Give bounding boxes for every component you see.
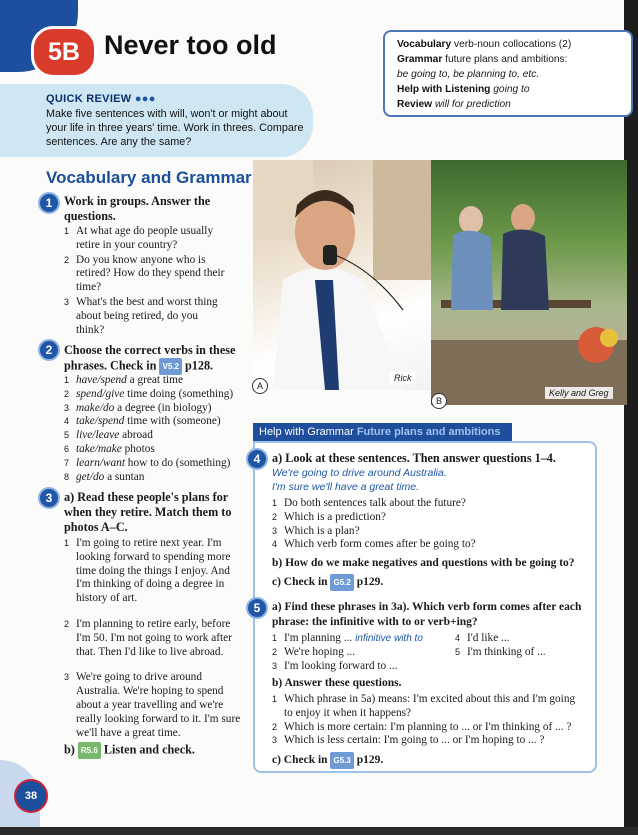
- ex5-phrase-2: We're hoping ...: [284, 645, 356, 658]
- grammar-text: future plans and ambitions:: [445, 54, 568, 65]
- ex4-prompt-a: a) Look at these sentences. Then answer questions 1–4.: [272, 451, 556, 465]
- couple-on-bench-illustration: [431, 160, 627, 405]
- list-item: [272, 646, 452, 660]
- list-item: 1 Which phrase in 5a) means: I'm excited about this and I'm going to enjoy it when it happens?: [272, 693, 588, 721]
- ex5-phrases-right: [455, 632, 585, 660]
- exercise-number-3: 3: [38, 487, 60, 509]
- ex5-phrase-5-num: 5: [455, 646, 461, 657]
- ex5-item-2: Which is more certain: I'm planning to ... or I'm thinking of ... ?: [284, 720, 572, 733]
- exercise-number-5: 5: [246, 597, 268, 619]
- ex5-phrase-3-num: 3: [272, 660, 278, 671]
- ex4-prompt-b: b) How do we make negatives and questions with be going to?: [272, 557, 575, 569]
- list-item: 3 Which is a plan?: [272, 524, 360, 537]
- ex5-phrases-left: [272, 632, 452, 673]
- ex1-item-2: Do you know anyone who is retired? How do they spend their time?: [76, 253, 225, 294]
- ex3-item-3: We're going to drive around Australia. We're hoping to spend about a year travelling and we're really looking forward to it. I'm sure we'll have a great time.: [76, 671, 241, 739]
- help-listening-label: Help with Listening: [397, 84, 491, 95]
- hwg-label: Help with Grammar: [259, 426, 354, 438]
- ex1-item-3: What's the best and worst thing about being retired, do you think?: [76, 295, 218, 336]
- ex5-phrase-1-num: 1: [272, 633, 278, 643]
- ex5-phrase-4: I'd like ...: [467, 632, 510, 644]
- ex2-page-ref: p128.: [185, 358, 214, 373]
- photo-b-caption: Kelly and Greg: [545, 387, 613, 399]
- list-item: 3 make/do a degree (in biology): [64, 401, 212, 414]
- lesson-overview-box: [383, 30, 633, 117]
- ex5-phrase-4-num: 4: [455, 633, 461, 643]
- unit-badge: 5B: [31, 26, 97, 78]
- photo-b-letter: B: [431, 393, 447, 409]
- ex5-phrase-1: I'm planning ...: [284, 632, 353, 644]
- ex2-item-6-verbs: take/make: [76, 442, 122, 455]
- page-number: 38: [14, 779, 48, 813]
- list-item: 2 spend/give time doing (something): [64, 387, 234, 400]
- list-item: 3 Which is less certain: I'm going to ... or I'm hoping to ... ?: [272, 734, 588, 748]
- vocab-text: verb-noun collocations (2): [454, 39, 572, 50]
- list-item: 6 take/make photos: [64, 442, 155, 455]
- list-item: 7 learn/want how to do (something): [64, 456, 231, 469]
- ex3-audio-ref-tag: R5.6: [78, 742, 101, 759]
- ex3-b-label: b): [64, 742, 75, 757]
- ex2-item-4-rest: time with (someone): [124, 415, 221, 428]
- ex4-c-label: c) Check in: [272, 576, 328, 589]
- ex1-prompt: Work in groups. Answer the questions.: [64, 194, 211, 223]
- ex1-list: [64, 225, 244, 337]
- list-item: 3 We're going to drive around Australia. We're hoping to spend about a year travelling and we're really looking forward to it. I'm sure we'll have a great time.: [64, 671, 241, 739]
- ex4-item-2: Which is a prediction?: [284, 510, 386, 523]
- ex2-prompt-text: Choose the correct verbs in these phrases. Check in: [64, 343, 236, 373]
- exercise-number-1: 1: [38, 192, 60, 214]
- list-item: [272, 632, 452, 646]
- ex5-phrase-2-num: 2: [272, 646, 278, 657]
- list-item: [455, 632, 585, 646]
- list-item: 5 live/leave abroad: [64, 429, 153, 442]
- ex5-list: [272, 693, 588, 748]
- ex2-item-7-rest: how to do (something): [124, 456, 231, 469]
- ex4-prompt-c: [272, 574, 383, 591]
- list-item: 4 take/spend time with (someone): [64, 415, 221, 428]
- photo-b: [431, 160, 627, 405]
- quick-review-text: Make five sentences with will, won't or might about your life in three years' time. Work in threes. Compare sentences. Are any the same?: [46, 108, 304, 148]
- ex2-item-2-verbs: spend/give: [76, 387, 125, 400]
- quick-review-heading: QUICK REVIEW: [46, 93, 132, 105]
- exercise-number-2: 2: [38, 339, 60, 361]
- list-item: 4 Which verb form comes after be going to?: [272, 538, 476, 551]
- help-with-grammar-header: [253, 423, 512, 441]
- ex5-prompt-a: a) Find these phrases in 3a). Which verb form comes after each phrase: the infinitive with to or verb+ing?: [272, 601, 582, 628]
- ex5-prompt-b: b) Answer these questions.: [272, 677, 402, 689]
- list-item: 1 I'm going to retire next year. I'm looking forward to spending more time doing the things I enjoy. And I'm thinking of doing a degree in history of art.: [64, 537, 246, 606]
- help-listening-text: going to: [493, 84, 530, 95]
- list-item: 2 Which is more certain: I'm planning to ... or I'm thinking of ... ?: [272, 721, 588, 735]
- ex2-item-8-verbs: get/do: [76, 470, 105, 483]
- ex4-example-2: I'm sure we'll have a great time.: [272, 481, 419, 493]
- ex2-item-3-verbs: make/do: [76, 401, 115, 414]
- ex2-list: [64, 374, 254, 484]
- quick-review-title: [46, 93, 156, 105]
- ex2-item-4-verbs: take/spend: [76, 415, 125, 428]
- exercise-number-4: 4: [246, 448, 268, 470]
- scan-edge-right: [624, 0, 638, 835]
- ex5-phrase-3: I'm looking forward to ...: [284, 659, 398, 672]
- review-label: Review: [397, 99, 433, 110]
- page-title: Never too old: [104, 30, 277, 60]
- grammar-forms: be going to, be planning to, etc.: [397, 69, 540, 80]
- list-item: 1 have/spend a great time: [64, 374, 183, 386]
- scan-edge-bottom: [0, 827, 638, 835]
- quick-review-dots: ●●●: [134, 93, 156, 105]
- ex4-ref-tag: G5.2: [330, 574, 353, 591]
- ex3-list: [64, 537, 246, 740]
- ex4-item-3: Which is a plan?: [284, 524, 360, 537]
- ex5-c-label: c) Check in: [272, 754, 328, 767]
- vocab-label: Vocabulary: [397, 39, 452, 50]
- photo-a-caption: Rick: [390, 372, 416, 384]
- ex2-item-5-rest: abroad: [119, 429, 153, 442]
- ex3-item-1: I'm going to retire next year. I'm looking forward to spending more time doing the things I enjoy. And I'm thinking of doing a degree in history of art.: [76, 537, 231, 605]
- list-item: [272, 660, 452, 674]
- ex5-item-1: Which phrase in 5a) means: I'm excited about this and I'm going to enjoy it when it happens?: [284, 693, 576, 719]
- ex2-item-2-rest: time doing (something): [124, 387, 234, 400]
- ex2-item-1-verbs: have/spend: [76, 374, 127, 386]
- ex4-example-1: We're going to drive around Australia.: [272, 467, 447, 479]
- man-on-phone-illustration: [253, 160, 431, 390]
- ex4-item-4: Which verb form comes after be going to?: [284, 538, 476, 551]
- ex4-c-page: p129.: [356, 576, 384, 589]
- ex2-item-5-verbs: live/leave: [76, 429, 120, 442]
- list-item: [455, 646, 585, 660]
- list-item: 1 Do both sentences talk about the future?: [272, 497, 466, 509]
- ex2-item-8-rest: a suntan: [104, 470, 145, 483]
- ex4-list: [272, 497, 582, 552]
- review-text: will for prediction: [434, 99, 511, 110]
- ex3-prompt-b: [64, 742, 195, 759]
- ex3-b-text: Listen and check.: [103, 742, 195, 757]
- list-item: 8 get/do a suntan: [64, 470, 145, 483]
- ex2-ref-tag: V5.2: [159, 358, 181, 375]
- ex5-phrase-1-answer: infinitive with to: [355, 633, 423, 644]
- ex4-item-1: Do both sentences talk about the future?: [284, 497, 466, 509]
- ex5-ref-tag: G5.3: [330, 752, 353, 769]
- grammar-label: Grammar: [397, 54, 443, 65]
- hwg-topic: Future plans and ambitions: [356, 426, 501, 438]
- ex2-item-3-rest: a degree (in biology): [114, 401, 212, 414]
- list-item: 2 Which is a prediction?: [272, 510, 386, 523]
- ex2-item-7-verbs: learn/want: [76, 456, 125, 469]
- ex2-prompt: [64, 343, 249, 375]
- photo-a-letter: A: [252, 378, 268, 394]
- ex1-item-1: At what age do people usually retire in your country?: [76, 225, 214, 251]
- list-item: 2 Do you know anyone who is retired? How do they spend their time?: [64, 253, 225, 294]
- ex2-item-6-rest: photos: [121, 442, 155, 455]
- list-item: 3 What's the best and worst thing about being retired, do you think?: [64, 296, 244, 337]
- list-item: 2 I'm planning to retire early, before I'm 50. I'm not going to work after that. Then I'd like to live abroad.: [64, 618, 246, 659]
- list-item: 1 At what age do people usually retire in your country?: [64, 225, 244, 253]
- section-heading: Vocabulary and Grammar: [46, 168, 252, 187]
- ex2-item-1-rest: a great time: [126, 374, 183, 386]
- ex5-phrase-5: I'm thinking of ...: [467, 645, 546, 658]
- ex3-prompt-a: a) Read these people's plans for when they retire. Match them to photos A–C.: [64, 490, 232, 534]
- ex5-prompt-c: [272, 752, 383, 769]
- photo-a: [253, 160, 431, 390]
- ex5-c-page: p129.: [356, 754, 384, 767]
- ex5-item-3: Which is less certain: I'm going to ... or I'm hoping to ... ?: [284, 734, 545, 747]
- ex3-item-2: I'm planning to retire early, before I'm 50. I'm not going to work after that. Then I'd like to live abroad.: [76, 617, 232, 658]
